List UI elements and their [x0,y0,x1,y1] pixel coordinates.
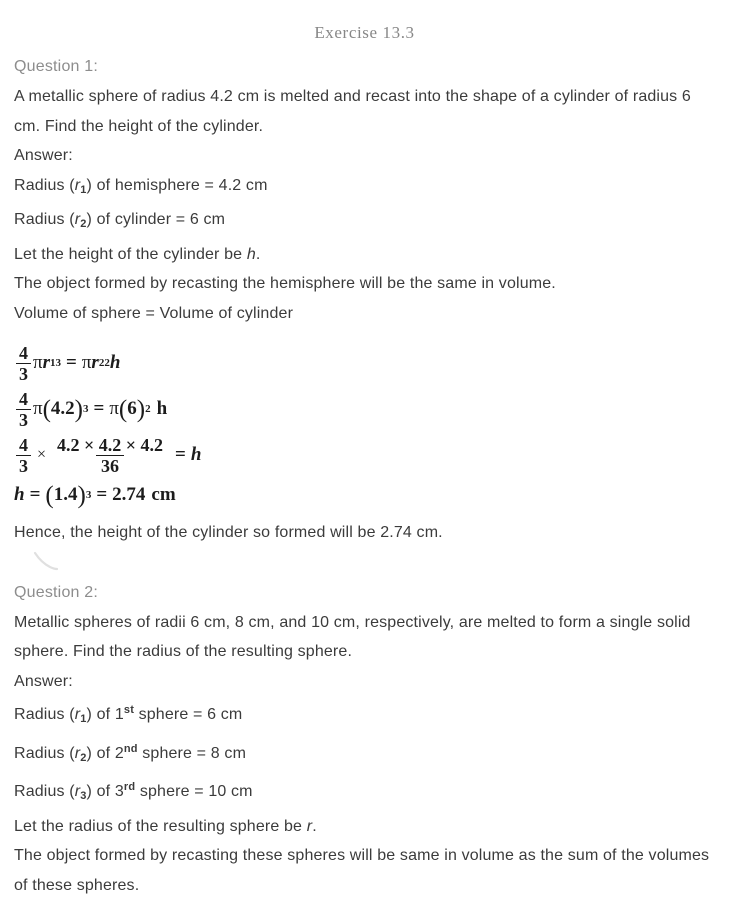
radius-mid: ) of 2 [86,744,124,762]
radius-variable: r [74,176,81,194]
question-2-radius-line-2 [14,735,715,774]
radius-subscript: 1 [80,713,87,725]
height-variable: h [156,398,168,419]
question-1-label: Question 1: [14,58,99,75]
radius-subscript: 2 [80,218,87,230]
fraction-numerator: 4 [19,388,28,409]
equals-sign: = [175,444,186,465]
height-variable: h [109,352,121,373]
radius-suffix: sphere = 6 cm [134,706,243,723]
question-2-label: Question 2: [14,583,99,601]
let-variable: r [306,817,313,835]
exponent: 3 [85,489,92,501]
equation-1 [14,340,715,386]
equation-2: $\frac{4}{3}$ π ( 4.2 ) 3 = π ( 6 ) 2 h [14,386,715,432]
radius-exponent: 2 [104,357,110,369]
pi-symbol: π [33,352,43,373]
equation-4: h = ( 1.4 ) 3 = 2.74 cm [14,482,176,509]
radius-subscript: 1 [50,357,56,369]
radius-prefix: Radius ( [14,211,75,228]
question-2-prompt: Metallic spheres of radii 6 cm, 8 cm, and 10 cm, respectively, are melted to form a single solid sphere. Find the radius of the resulting sphere. [14,613,691,660]
fraction-four-thirds [16,344,31,383]
question-1-radius-line-1 [14,171,715,206]
fraction-denominator: 3 [16,363,31,383]
height-variable: h [14,484,25,505]
equals-sign: = [93,398,105,419]
radius-exponent: 3 [55,357,61,369]
question-1-equations [14,340,715,512]
radius-suffix: ) of cylinder = 6 cm [86,211,226,228]
radius-variable: r [74,783,81,800]
radius-variable: r [91,352,99,373]
equation-3 [14,432,715,478]
question-1-conclusion: Hence, the height of the cylinder so formed will be 2.74 cm. [14,524,443,541]
exponent: 3 [83,403,89,415]
pi-symbol: π [109,398,119,419]
exponent: 2 [145,403,151,415]
fraction-four-thirds [16,436,31,475]
question-2-radius-line-3 [14,773,715,812]
question-2-answer-label: Answer: [14,672,73,690]
question-1-let-line [14,240,715,270]
question-2-let-line [14,812,715,842]
radius-subscript: 1 [80,183,87,196]
radius-subscript: 2 [98,357,105,369]
height-result-value: 2.74 [112,484,146,505]
equals-sign: = [96,484,108,505]
let-prefix: Let the radius of the resulting sphere be [14,817,307,835]
radius-prefix: Radius ( [14,744,75,762]
question-2-recast-line: The object formed by recasting these spheres will be same in volume as the sum of the volumes of these spheres. [14,847,710,894]
radius-suffix: ) of hemisphere = 4.2 cm [86,176,268,194]
fraction-numerator: 4 [19,434,28,455]
fraction-four-thirds [16,390,31,429]
question-1-prompt: A metallic sphere of radius 4.2 cm is melted and recast into the shape of a cylinder of radius 6 cm. Find the height of the cylinder. [14,88,691,135]
height-variable: h [190,444,202,465]
fraction-denominator: 36 [96,455,124,475]
ordinal-suffix: st [123,704,135,716]
radius-subscript: 2 [80,751,87,764]
let-prefix: Let the height of the cylinder be [14,245,247,263]
radius-variable: r [42,352,50,373]
equals-sign: = [66,352,77,373]
let-suffix: . [312,817,317,835]
radius-variable: r [74,211,81,228]
cylinder-radius-value: 6 [127,398,137,419]
radius-prefix: Radius ( [14,176,75,194]
radius-suffix: sphere = 8 cm [137,744,247,762]
radius-prefix: Radius ( [14,783,75,800]
fraction-product-over-36 [52,436,168,475]
let-suffix: . [255,245,261,263]
sphere-radius-value: 4.2 [50,398,75,419]
question-1-radius-line-2 [14,205,715,240]
question-1-answer-label: Answer: [14,147,73,164]
radius-mid: ) of 1 [86,706,124,723]
radius-prefix: Radius ( [14,706,75,723]
radius-mid: ) of 3 [86,783,124,800]
let-variable: h [246,245,256,263]
fraction-numerator: 4.2 × 4.2 × 4.2 [57,434,164,455]
radius-variable: r [74,706,81,723]
unit-label: cm [151,484,176,505]
fraction-denominator: 3 [16,409,31,429]
ordinal-suffix: nd [123,742,138,755]
base-value: 1.4 [53,484,78,505]
fraction-numerator: 4 [19,342,28,363]
question-2-radius-line-1 [14,696,715,735]
multiplication-sign: × [37,446,47,463]
ordinal-suffix: rd [123,781,136,793]
question-1-recast-line: The object formed by recasting the hemisphere will be the same in volume. [14,275,556,292]
pi-symbol: π [81,352,92,373]
fraction-denominator: 3 [16,455,31,475]
pi-symbol: π [33,398,43,419]
page-title: Exercise 13.3 [314,23,415,42]
question-1-volume-equality: Volume of sphere = Volume of cylinder [14,304,294,322]
radius-suffix: sphere = 10 cm [135,783,253,800]
equals-sign: = [29,484,41,505]
section-gap [14,548,715,578]
radius-variable: r [74,744,81,762]
radius-subscript: 3 [80,790,87,802]
